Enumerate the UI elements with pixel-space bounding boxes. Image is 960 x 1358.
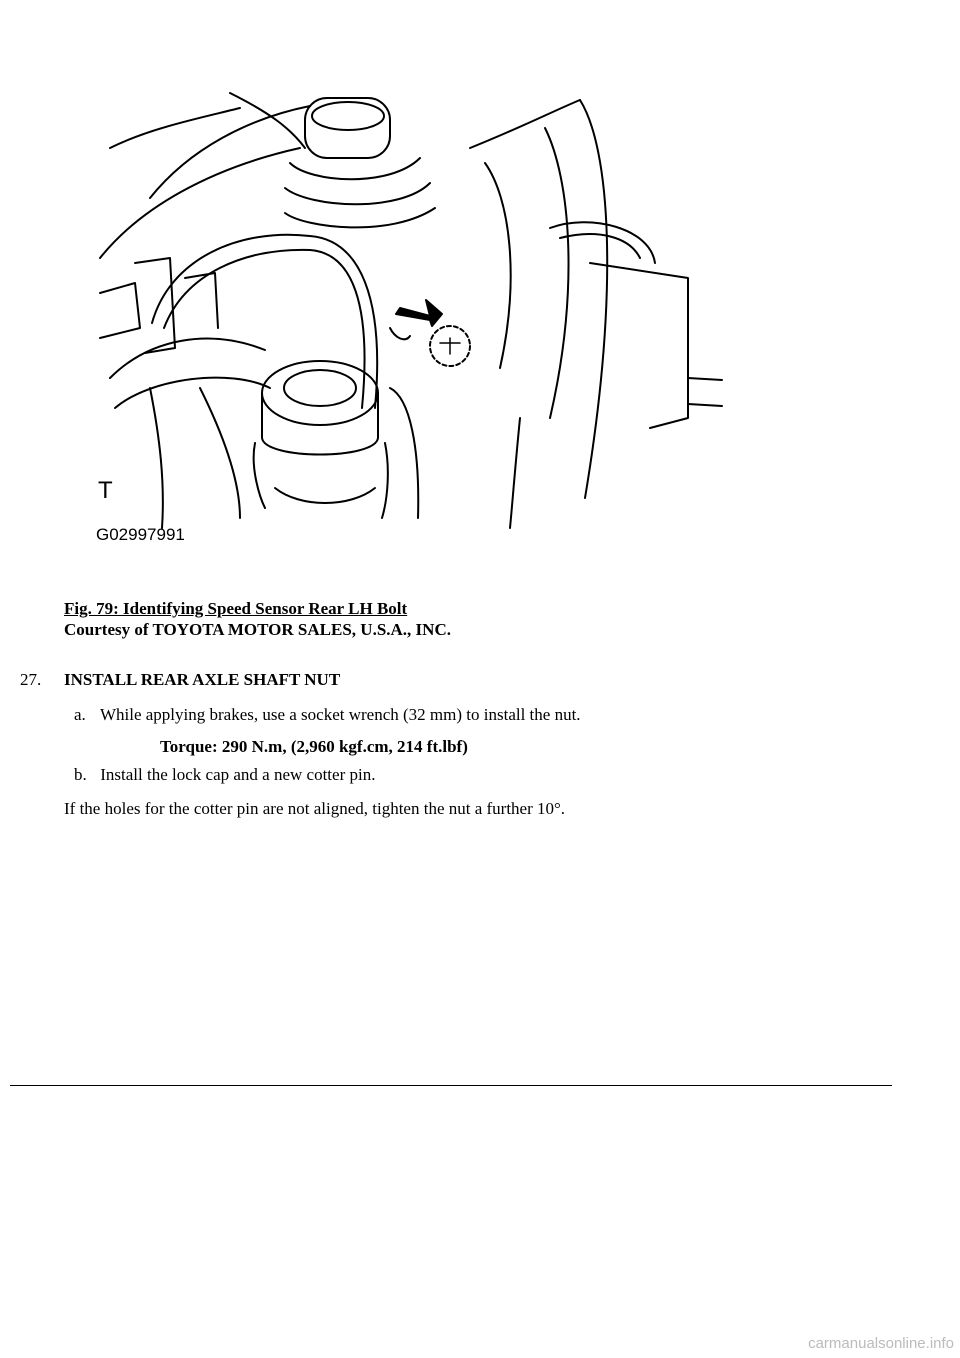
substep-b — [74, 764, 375, 785]
figure-id: G02997991 — [96, 525, 185, 544]
figure-corner-letter: T — [98, 477, 113, 504]
page-divider — [10, 1085, 892, 1086]
torque-spec: Torque: 290 N.m, (2,960 kgf.cm, 214 ft.lbf) — [160, 737, 468, 756]
substep-letter: b. — [74, 765, 87, 784]
step-heading: INSTALL REAR AXLE SHAFT NUT — [64, 670, 341, 689]
substep-a — [74, 704, 581, 725]
step-27 — [20, 669, 900, 690]
substep-letter: a. — [74, 705, 86, 724]
substep-text: While applying brakes, use a socket wrench (32 mm) to install the nut. — [99, 705, 581, 724]
speed-sensor-illustration — [90, 88, 730, 558]
substep-text: Install the lock cap and a new cotter pin. — [100, 765, 376, 784]
watermark: carmanualsonline.info — [808, 1335, 954, 1352]
figure-caption-title: Fig. 79: Identifying Speed Sensor Rear LH Bolt — [64, 599, 408, 618]
step-number: 27. — [20, 670, 42, 689]
figure-courtesy: Courtesy of TOYOTA MOTOR SALES, U.S.A., INC. — [64, 620, 451, 639]
figure-caption — [64, 598, 451, 640]
note-text: If the holes for the cotter pin are not aligned, tighten the nut a further 10°. — [64, 799, 566, 818]
